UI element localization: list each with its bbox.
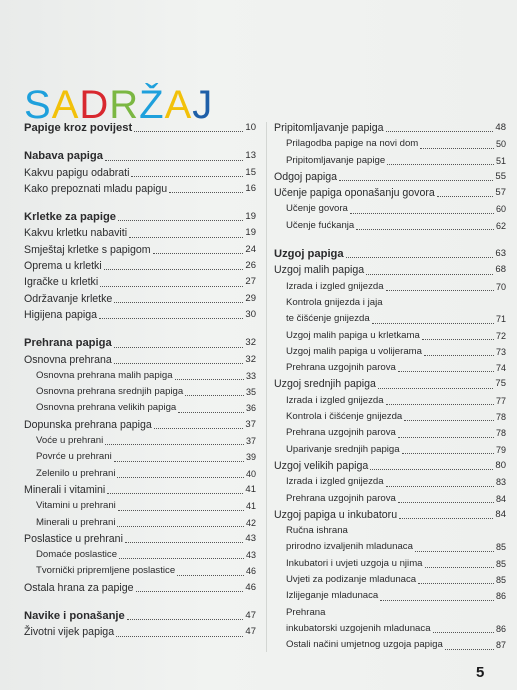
toc-section — [24, 531, 256, 547]
toc-entry-page: 10 — [245, 122, 256, 133]
dot-leader — [125, 542, 243, 543]
dot-leader — [99, 318, 243, 319]
toc-entry-page: 46 — [245, 581, 256, 593]
toc-entry-label: Kontrola i čišćenje gnijezda — [286, 411, 403, 423]
dot-leader — [445, 649, 494, 650]
toc-entry-label: Tvornički pripremljene poslastice — [36, 565, 176, 577]
toc-subsection — [274, 279, 506, 295]
toc-entry-label: Kakvu krletku nabaviti — [24, 227, 128, 240]
toc-subsection — [274, 344, 506, 360]
toc-entry-page: 29 — [245, 292, 256, 304]
dot-leader — [399, 518, 493, 519]
dot-leader — [370, 469, 493, 470]
toc-subsection — [24, 368, 256, 384]
toc-entry-page: 83 — [495, 477, 506, 488]
toc-subsection — [274, 136, 506, 152]
toc-entry-page: 13 — [245, 150, 256, 162]
section-gap — [24, 197, 256, 209]
toc-entry-page: 41 — [245, 501, 256, 512]
toc-entry-page: 32 — [245, 353, 256, 365]
toc-entry-label: Uzgoj malih papiga u krletkama — [286, 329, 420, 341]
dot-leader — [116, 636, 243, 637]
toc-entry-label: Učenje papiga oponašanju govora — [274, 187, 435, 200]
title-letter: A — [51, 82, 80, 127]
toc-entry-page: 51 — [495, 155, 506, 166]
toc-entry-label: Poslastice u prehrani — [24, 532, 123, 545]
dot-leader — [175, 379, 244, 380]
toc-entry-page: 71 — [495, 314, 506, 325]
toc-entry-label: te čišćenje gnijezda — [286, 313, 370, 325]
dot-leader — [119, 558, 244, 559]
toc-entry-label: prirodno izvaljenih mladunaca — [286, 541, 413, 553]
toc-section — [274, 507, 506, 523]
dot-leader — [418, 583, 494, 584]
toc-entry-label: Povrće u prehrani — [36, 451, 112, 463]
toc-entry-page: 19 — [245, 227, 256, 239]
dot-leader — [153, 253, 244, 254]
toc-subsection — [274, 218, 506, 234]
toc-entry-label: Zelenilo u prehrani — [36, 467, 116, 479]
dot-leader — [178, 412, 244, 413]
toc-section — [24, 624, 256, 640]
toc-entry-label: Inkubatori i uvjeti uzgoja u njima — [286, 557, 423, 569]
section-gap — [24, 136, 256, 148]
title-letter: J — [192, 82, 214, 127]
toc-subsection — [274, 539, 506, 555]
toc-entry-label: Domaće poslastice — [36, 549, 118, 561]
toc-subsection — [274, 491, 506, 507]
toc-section — [24, 274, 256, 290]
toc-entry-page: 37 — [245, 418, 256, 430]
page-title — [24, 82, 214, 127]
toc-entry-page: 72 — [495, 330, 506, 341]
toc-entry-page: 85 — [495, 558, 506, 569]
toc-entry-page: 80 — [495, 459, 506, 471]
toc-subsection — [274, 328, 506, 344]
toc-entry-page: 85 — [495, 542, 506, 553]
toc-entry-label: Krletke za papige — [24, 211, 117, 224]
toc-entry-page: 36 — [245, 403, 256, 414]
toc-entry-label: Prehrana uzgojnih parova — [286, 362, 396, 374]
toc-subsection — [274, 588, 506, 604]
toc-section — [24, 482, 256, 498]
dot-leader — [398, 502, 494, 503]
toc-subsection — [274, 442, 506, 458]
toc-entry-label: Izrada i izgled gnijezda — [286, 394, 384, 406]
title-letter: A — [164, 82, 193, 127]
toc-entry-label: Osnovna prehrana srednjih papiga — [36, 386, 184, 398]
section-gap — [24, 596, 256, 608]
toc-entry-page: 74 — [495, 363, 506, 374]
toc-section — [274, 376, 506, 392]
toc-entry-label: Papige kroz povijest — [24, 122, 133, 134]
dot-leader — [177, 575, 244, 576]
toc-entry-page: 78 — [495, 412, 506, 423]
dot-leader — [134, 131, 243, 132]
toc-subsection — [274, 474, 506, 490]
toc-chapter — [24, 335, 256, 351]
dot-leader — [386, 404, 494, 405]
dot-leader — [100, 286, 243, 287]
toc-entry-label: Kakvu papigu odabrati — [24, 166, 130, 179]
title-letter: Ž — [139, 82, 165, 127]
dot-leader — [398, 437, 494, 438]
toc-entry-label: Osnovna prehrana — [24, 353, 112, 366]
toc-entry-label: Prilagodba papige na novi dom — [286, 138, 419, 150]
toc-subsection — [24, 498, 256, 514]
toc-entry-page: 48 — [495, 122, 506, 133]
toc-entry-page: 41 — [245, 483, 256, 495]
dot-leader — [114, 302, 243, 303]
toc-entry-page: 55 — [495, 170, 506, 182]
dot-leader — [127, 619, 244, 620]
toc-entry-label: Prehrana — [286, 606, 326, 618]
toc-entry-label: Kontrola gnijezda i jaja — [286, 296, 383, 308]
toc-section — [24, 258, 256, 274]
toc-entry-page: 75 — [495, 378, 506, 390]
toc-entry-page: 63 — [495, 248, 506, 260]
dot-leader — [114, 461, 244, 462]
toc-subsection — [24, 563, 256, 579]
toc-entry-label: Pripitomljavanje papiga — [274, 122, 384, 134]
toc-subsection — [274, 311, 506, 327]
dot-leader — [386, 290, 494, 291]
toc-entry-label: Uzgoj srednjih papiga — [274, 378, 376, 391]
toc-entry-page: 79 — [495, 444, 506, 455]
toc-section — [24, 580, 256, 596]
toc-chapter — [24, 148, 256, 164]
toc-entry-page: 85 — [495, 575, 506, 586]
toc-entry-label: inkubatorski uzgojenih mladunaca — [286, 622, 431, 634]
toc-entry-page: 42 — [245, 517, 256, 528]
toc-entry-label: Minerali i vitamini — [24, 483, 106, 496]
toc-entry-label: Uzgoj papiga — [274, 248, 344, 261]
toc-entry-label: Kako prepoznati mladu papigu — [24, 182, 168, 195]
toc-entry-label: Izrada i izgled gnijezda — [286, 280, 384, 292]
toc-section — [274, 185, 506, 201]
dot-leader — [114, 347, 244, 348]
toc-entry-label: Minerali u prehrani — [36, 516, 116, 528]
page-number: 5 — [476, 664, 485, 681]
toc-entry-page: 26 — [245, 260, 256, 272]
toc-subsection — [24, 400, 256, 416]
toc-section — [24, 165, 256, 181]
toc-entry-label: Oprema u krletki — [24, 260, 102, 273]
title-letter: S — [24, 82, 52, 127]
dot-leader — [404, 420, 494, 421]
toc-entry-label: Pripitomljavanje papige — [286, 154, 386, 166]
toc-entry-label: Ručna ishrana — [286, 525, 348, 537]
toc-entry-page: 84 — [495, 493, 506, 504]
toc-subsection — [24, 449, 256, 465]
toc-subsection — [24, 433, 256, 449]
dot-leader — [117, 526, 244, 527]
dot-leader — [398, 371, 494, 372]
dot-leader — [350, 213, 494, 214]
toc-section — [24, 225, 256, 241]
toc-entry-label: Uparivanje srednjih papiga — [286, 443, 400, 455]
toc-left-column — [24, 120, 256, 641]
toc-entry-label: Životni vijek papiga — [24, 626, 115, 639]
toc-entry-page: 37 — [245, 436, 256, 447]
dot-leader — [378, 388, 494, 389]
toc-entry-page: 30 — [245, 308, 256, 320]
toc-entry-label: Navike i ponašanje — [24, 610, 125, 623]
toc-entry-page: 39 — [245, 452, 256, 463]
dot-leader — [131, 176, 243, 177]
toc-chapter — [24, 120, 256, 136]
toc-entry-page: 47 — [245, 610, 256, 622]
dot-leader — [169, 192, 243, 193]
toc-entry-page: 68 — [495, 264, 506, 276]
toc-section — [24, 352, 256, 368]
dot-leader — [425, 567, 494, 568]
toc-chapter — [274, 246, 506, 262]
toc-entry-page: 15 — [245, 166, 256, 178]
dot-leader — [424, 355, 494, 356]
toc-subsection — [274, 556, 506, 572]
toc-entry-page: 62 — [495, 220, 506, 231]
toc-entry-label: Učenje govora — [286, 203, 348, 215]
dot-leader — [415, 551, 494, 552]
toc-entry-page: 32 — [245, 337, 256, 349]
dot-leader — [372, 323, 494, 324]
toc-entry-page: 77 — [495, 395, 506, 406]
toc-subsection — [274, 621, 506, 637]
toc-entry-page: 47 — [245, 626, 256, 638]
dot-leader — [356, 229, 494, 230]
toc-entry-page: 78 — [495, 428, 506, 439]
toc-entry-label: Izrada i izgled gnijezda — [286, 476, 384, 488]
dot-leader — [402, 453, 494, 454]
toc-entry-page: 60 — [495, 204, 506, 215]
dot-leader — [154, 428, 244, 429]
toc-subsection — [274, 153, 506, 169]
toc-subsection — [24, 515, 256, 531]
toc-subsection — [24, 547, 256, 563]
section-gap — [24, 323, 256, 335]
toc-chapter — [24, 209, 256, 225]
title-letter: D — [79, 82, 110, 127]
dot-leader — [422, 339, 494, 340]
toc-subsection — [274, 409, 506, 425]
title-letter: R — [109, 82, 140, 127]
toc-entry-page: 84 — [495, 508, 506, 520]
dot-leader — [118, 220, 243, 221]
dot-leader — [366, 274, 493, 275]
toc-entry-page: 40 — [245, 468, 256, 479]
dot-leader — [104, 269, 244, 270]
toc-entry-page: 70 — [495, 281, 506, 292]
dot-leader — [105, 160, 243, 161]
toc-right-column — [274, 120, 506, 654]
toc-section — [274, 262, 506, 278]
toc-section — [24, 417, 256, 433]
toc-subsection — [24, 466, 256, 482]
toc-section — [274, 120, 506, 136]
dot-leader — [420, 148, 494, 149]
toc-entry-label: Održavanje krletke — [24, 292, 113, 305]
toc-subsection — [274, 605, 506, 621]
toc-entry-label: Uzgoj malih papiga u volijerama — [286, 345, 422, 357]
dot-leader — [386, 131, 494, 132]
toc-entry-page: 27 — [245, 276, 256, 288]
toc-entry-label: Uzgoj malih papiga — [274, 264, 365, 277]
toc-subsection — [24, 384, 256, 400]
dot-leader — [346, 257, 494, 258]
toc-subsection — [274, 295, 506, 311]
toc-entry-page: 24 — [245, 243, 256, 255]
toc-entry-label: Odgoj papiga — [274, 170, 338, 183]
toc-entry-label: Smještaj krletke s papigom — [24, 243, 151, 256]
toc-section — [24, 242, 256, 258]
dot-leader — [117, 477, 244, 478]
toc-subsection — [274, 637, 506, 653]
toc-section — [274, 169, 506, 185]
toc-entry-label: Ostali načini umjetnog uzgoja papiga — [286, 639, 443, 651]
toc-entry-label: Ostala hrana za papige — [24, 581, 134, 594]
dot-leader — [114, 363, 244, 364]
dot-leader — [437, 196, 494, 197]
dot-leader — [380, 600, 494, 601]
toc-entry-page: 73 — [495, 346, 506, 357]
toc-entry-label: Higijena papiga — [24, 308, 98, 321]
toc-entry-page: 46 — [245, 566, 256, 577]
toc-entry-page: 33 — [245, 370, 256, 381]
toc-section — [274, 458, 506, 474]
toc-section — [24, 307, 256, 323]
dot-leader — [136, 591, 244, 592]
toc-section — [24, 181, 256, 197]
dot-leader — [129, 237, 243, 238]
toc-entry-label: Učenje fućkanja — [286, 219, 355, 231]
toc-subsection — [274, 425, 506, 441]
column-divider — [266, 122, 267, 652]
toc-entry-label: Voće u prehrani — [36, 435, 104, 447]
toc-entry-label: Uzgoj papiga u inkubatoru — [274, 508, 398, 521]
toc-entry-page: 16 — [245, 182, 256, 194]
toc-entry-page: 19 — [245, 211, 256, 223]
toc-chapter — [24, 608, 256, 624]
dot-leader — [433, 632, 494, 633]
toc-entry-page: 86 — [495, 591, 506, 602]
dot-leader — [185, 395, 244, 396]
dot-leader — [339, 180, 493, 181]
toc-entry-label: Prehrana papiga — [24, 337, 112, 350]
toc-entry-page: 35 — [245, 387, 256, 398]
toc-entry-page: 86 — [495, 623, 506, 634]
toc-entry-label: Uzgoj velikih papiga — [274, 459, 369, 472]
toc-entry-label: Prehrana uzgojnih parova — [286, 427, 396, 439]
toc-entry-page: 43 — [245, 550, 256, 561]
toc-entry-label: Dopunska prehrana papiga — [24, 418, 152, 431]
toc-subsection — [274, 360, 506, 376]
dot-leader — [386, 486, 494, 487]
toc-entry-label: Vitamini u prehrani — [36, 500, 116, 512]
toc-entry-label: Uvjeti za podizanje mladunaca — [286, 574, 417, 586]
toc-entry-label: Nabava papiga — [24, 150, 103, 163]
dot-leader — [387, 164, 494, 165]
toc-section — [24, 291, 256, 307]
dot-leader — [107, 493, 243, 494]
toc-entry-page: 43 — [245, 532, 256, 544]
dot-leader — [105, 444, 244, 445]
toc-subsection — [274, 201, 506, 217]
dot-leader — [118, 510, 244, 511]
toc-entry-label: Osnovna prehrana velikih papiga — [36, 402, 177, 414]
toc-entry-page: 50 — [495, 139, 506, 150]
toc-subsection — [274, 393, 506, 409]
toc-entry-label: Izlijeganje mladunaca — [286, 590, 379, 602]
toc-entry-label: Osnovna prehrana malih papiga — [36, 369, 173, 381]
toc-entry-page: 57 — [495, 187, 506, 199]
section-gap — [274, 234, 506, 246]
toc-entry-page: 87 — [495, 640, 506, 651]
toc-subsection — [274, 572, 506, 588]
toc-subsection — [274, 523, 506, 539]
toc-entry-label: Igračke u krletki — [24, 276, 99, 289]
toc-entry-label: Prehrana uzgojnih parova — [286, 492, 396, 504]
